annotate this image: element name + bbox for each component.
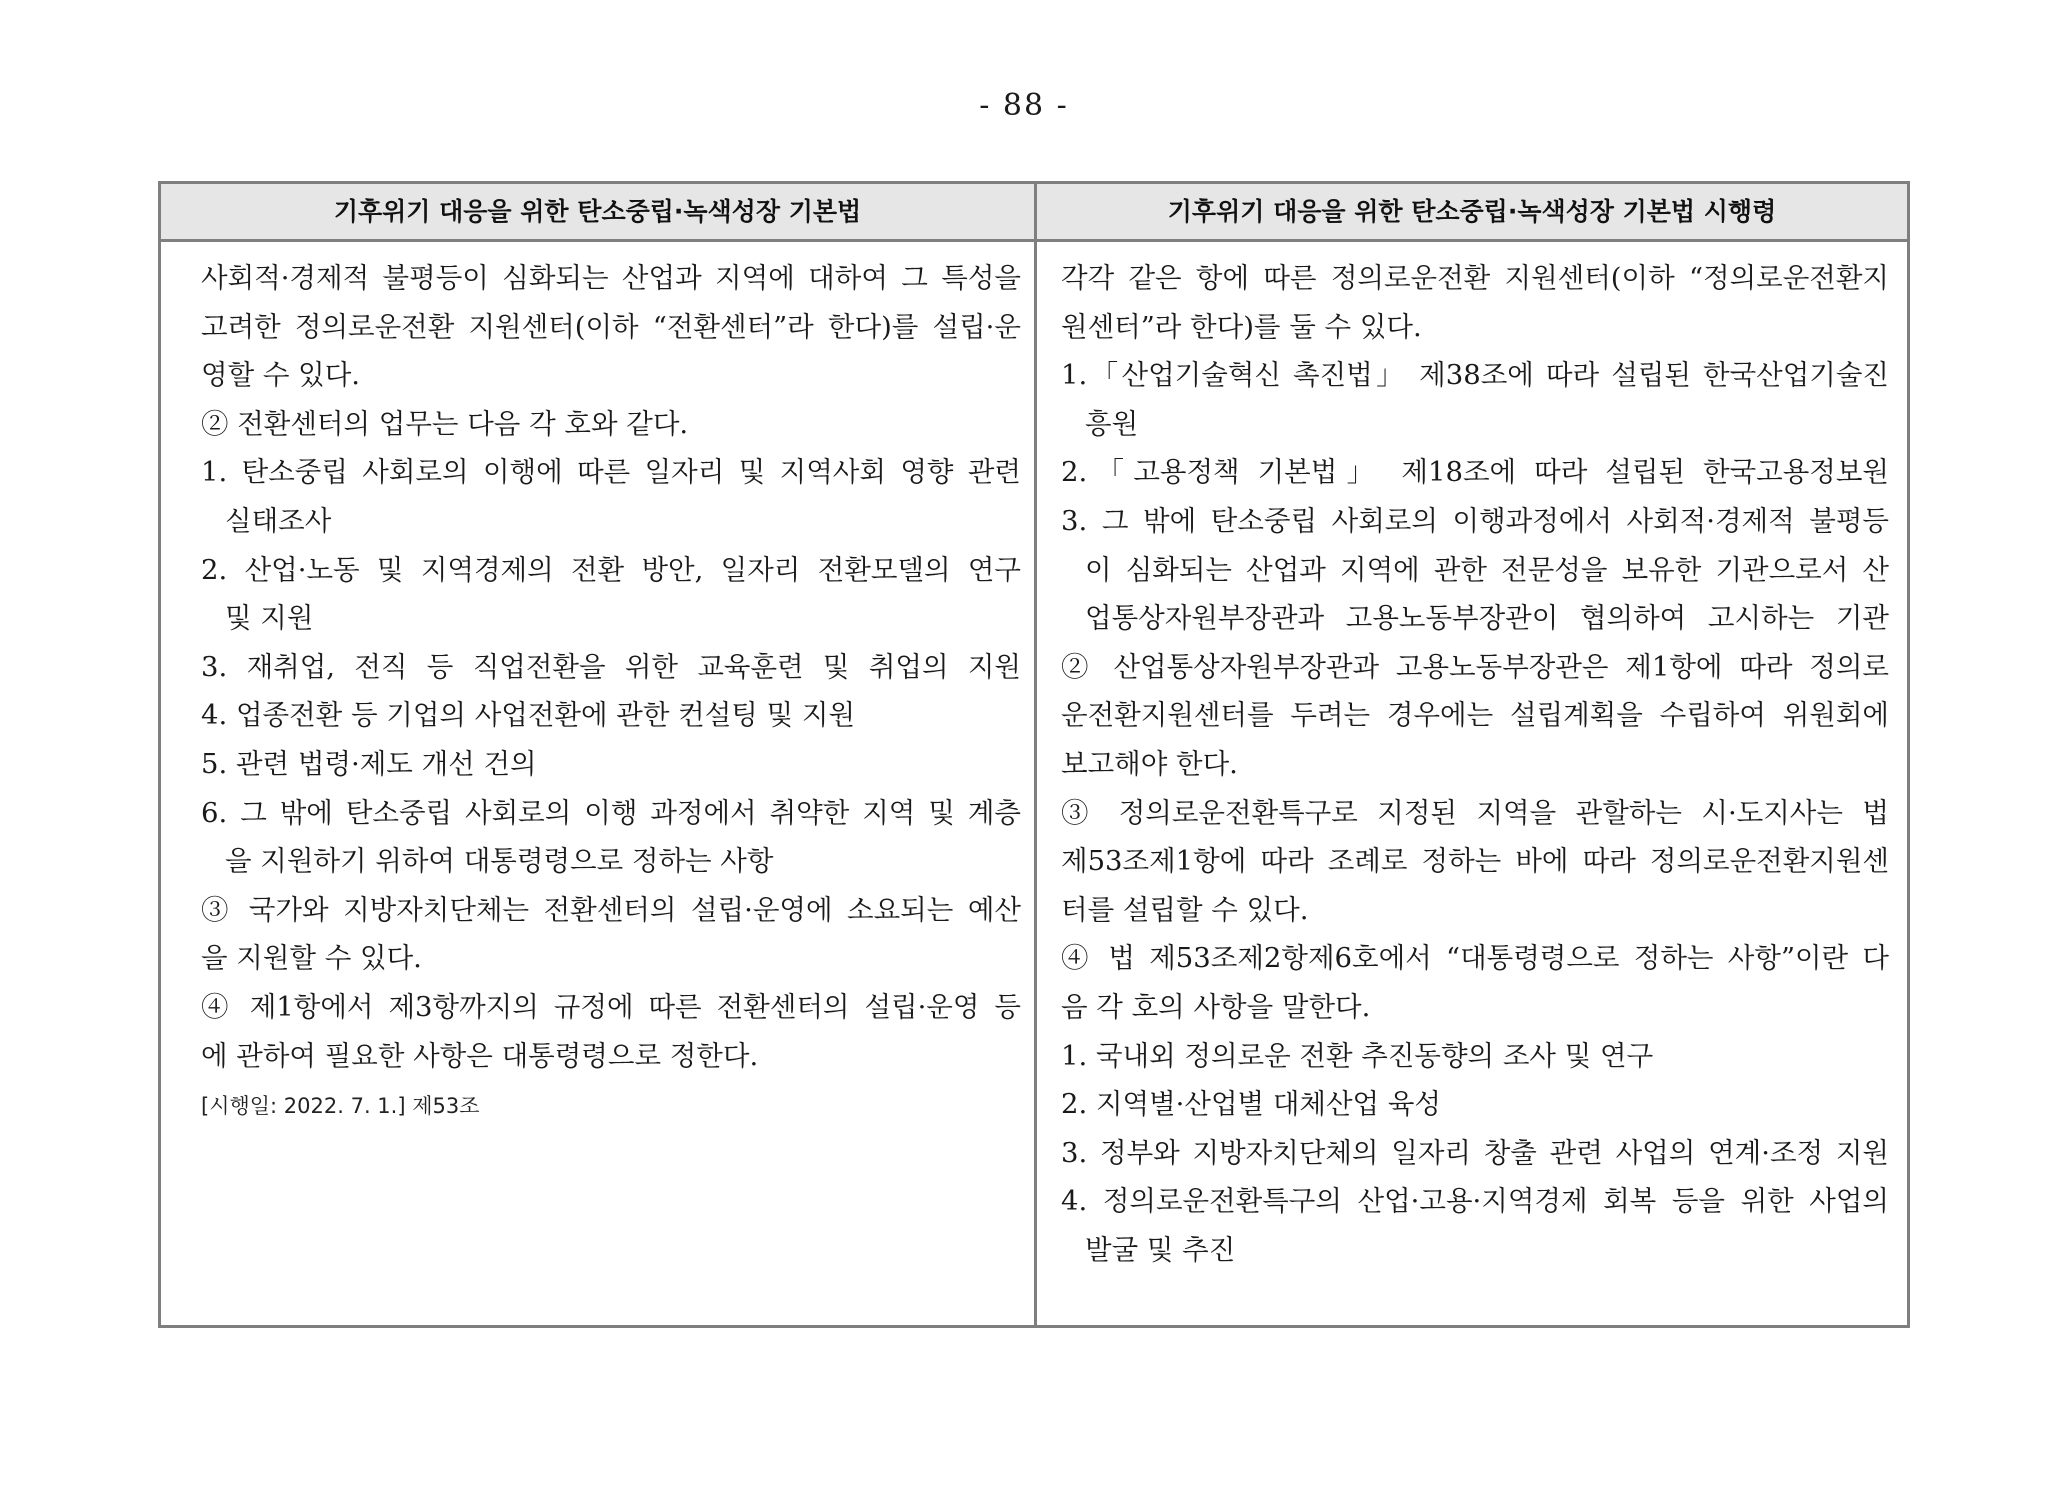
act-text-line: 에 관하여 필요한 사항은 대통령령으로 정한다. [201,1039,759,1072]
decree-text-line: 업통상자원부장관과 고용노동부장관이 협의하여 고시하는 기관 [1085,602,1889,635]
decree-text-line: 보고해야 한다. [1061,747,1238,780]
act-text-line: 실태조사 [225,504,332,537]
act-text-column [201,254,1021,1132]
act-text-line: 5. 관련 법령·제도 개선 건의 [201,747,537,780]
act-text-line: 고려한 정의로운전환 지원센터(이하 “전환센터”라 한다)를 설립·운 [201,310,1021,343]
act-text-line: 3. 재취업, 전직 등 직업전환을 위한 교육훈련 및 취업의 지원 [201,650,1021,683]
decree-text-line: 2. 지역별·산업별 대체산업 육성 [1061,1088,1441,1121]
column-divider [1034,184,1037,1325]
act-text-line: ④ 제1항에서 제3항까지의 규정에 따른 전환센터의 설립·운영 등 [201,990,1021,1023]
header-act: 기후위기 대응을 위한 탄소중립·녹색성장 기본법 [333,197,862,226]
decree-text-line: 발굴 및 추진 [1085,1233,1236,1266]
decree-text-line: 원센터”라 한다)를 둘 수 있다. [1061,310,1422,343]
act-text-line: 2. 산업·노동 및 지역경제의 전환 방안, 일자리 전환모델의 연구 [201,553,1021,586]
decree-text-line: 3. 그 밖에 탄소중립 사회로의 이행과정에서 사회적·경제적 불평등 [1061,504,1889,537]
decree-text-line: 음 각 호의 사항을 말한다. [1061,990,1371,1023]
decree-text-line: 이 심화되는 산업과 지역에 관한 전문성을 보유한 기관으로서 산 [1085,553,1889,586]
decree-text-line: 2.「고용정책 기본법」 제18조에 따라 설립된 한국고용정보원 [1061,456,1889,489]
decree-text-line: 4. 정의로운전환특구의 산업·고용·지역경제 회복 등을 위한 사업의 [1061,1185,1889,1218]
decree-text-line: 3. 정부와 지방자치단체의 일자리 창출 관련 사업의 연계·조정 지원 [1061,1136,1889,1169]
act-text-line: 을 지원할 수 있다. [201,942,422,975]
law-comparison-table [158,181,1910,1328]
decree-text-line: ④ 법 제53조제2항제6호에서 “대통령령으로 정하는 사항”이란 다 [1061,942,1889,975]
act-text-line: 을 지원하기 위하여 대통령령으로 정하는 사항 [225,845,774,878]
decree-text-line: 각각 같은 항에 따른 정의로운전환 지원센터(이하 “정의로운전환지 [1061,262,1889,294]
header-enforcement-decree: 기후위기 대응을 위한 탄소중립·녹색성장 기본법 시행령 [1167,197,1777,226]
act-text-line: 및 지원 [225,602,314,635]
act-text-line: ③ 국가와 지방자치단체는 전환센터의 설립·운영에 소요되는 예산 [201,893,1021,926]
decree-text-line: 1. 국내외 정의로운 전환 추진동향의 조사 및 연구 [1061,1039,1654,1072]
act-text-line: ② 전환센터의 업무는 다음 각 호와 같다. [201,407,689,440]
decree-text-line: 운전환지원센터를 두려는 경우에는 설립계획을 수립하여 위원회에 [1061,699,1889,732]
page-number: - 88 - [979,88,1069,123]
decree-text-line: ③ 정의로운전환특구로 지정된 지역을 관할하는 시·도지사는 법 [1061,796,1889,829]
act-text-line: 4. 업종전환 등 기업의 사업전환에 관한 컨설팅 및 지원 [201,699,856,732]
decree-text-line: ② 산업통상자원부장관과 고용노동부장관은 제1항에 따라 정의로 [1061,650,1889,683]
effective-date-note: [시행일: 2022. 7. 1.] 제53조 [201,1094,480,1119]
act-text-line: 6. 그 밖에 탄소중립 사회로의 이행 과정에서 취약한 지역 및 계층 [201,796,1021,829]
decree-text-line: 1.「산업기술혁신 촉진법」 제38조에 따라 설립된 한국산업기술진 [1061,359,1889,392]
act-text-line: 영할 수 있다. [201,359,361,392]
decree-text-line: 제53조제1항에 따라 조례로 정하는 바에 따라 정의로운전환지원센 [1061,845,1889,878]
decree-text-column [1061,254,1889,1274]
decree-text-line: 터를 설립할 수 있다. [1061,893,1309,926]
act-text-line: 사회적·경제적 불평등이 심화되는 산업과 지역에 대하여 그 특성을 [201,262,1021,294]
act-text-line: 1. 탄소중립 사회로의 이행에 따른 일자리 및 지역사회 영향 관련 [201,456,1021,489]
decree-text-line: 흥원 [1085,407,1139,440]
